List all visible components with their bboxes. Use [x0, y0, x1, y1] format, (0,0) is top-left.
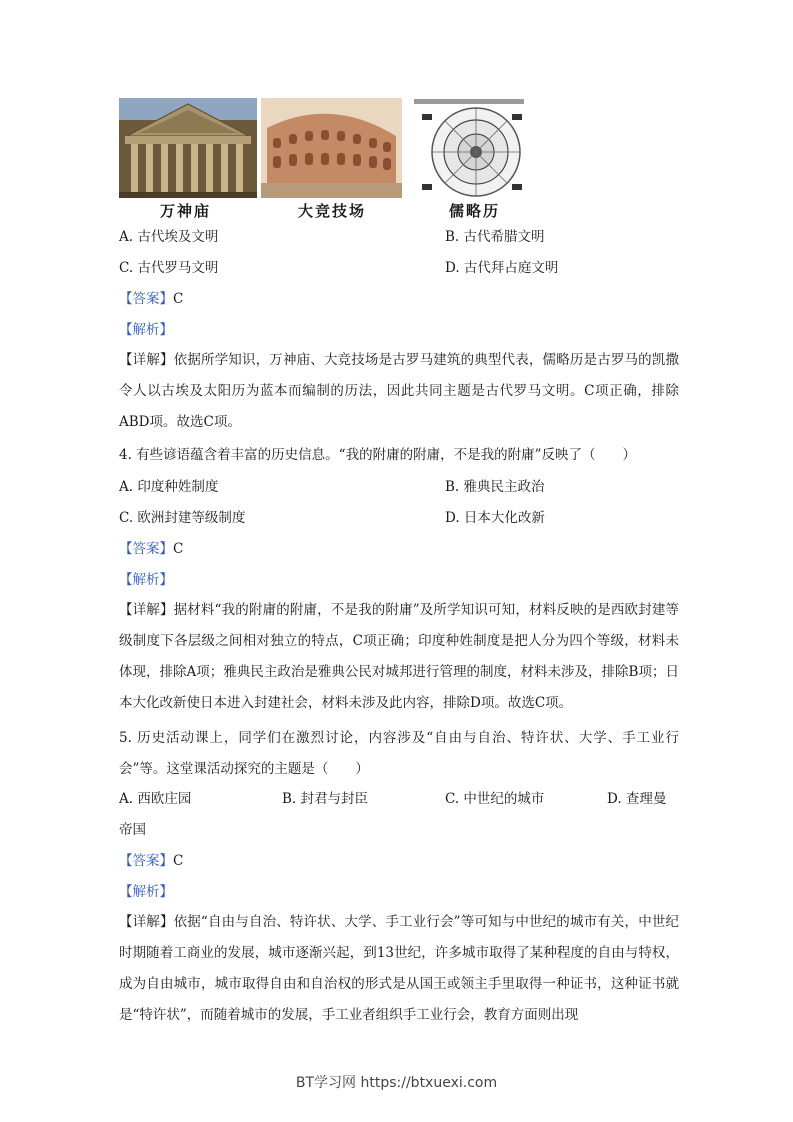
answer-label: 【答案】	[119, 853, 173, 869]
q3-option-d: D. 古代拜占庭文明	[445, 260, 559, 276]
q5-option-c: C. 中世纪的城市	[445, 791, 545, 807]
q5-stem: 5. 历史活动课上，同学们在激烈讨论，内容涉及“自由与自治、特许状、大学、手工业行会”等。这堂课活动探究的主题是（ ）	[119, 730, 679, 777]
answer-value: C	[173, 853, 184, 869]
detail-label: 【详解】	[119, 914, 174, 930]
footer-watermark: BT学习网 https://btxuexi.com	[295, 1075, 498, 1091]
q3-option-c: C. 古代罗马文明	[119, 260, 219, 276]
image-caption-calendar: 儒略历	[449, 202, 501, 220]
answer-value: C	[173, 291, 184, 307]
colosseum-image	[261, 98, 402, 198]
detail-text: 依据“自由与自治、特许状、大学、手工业行会”等可知与中世纪的城市有关，中世纪时期随着工商业的发展，城市逐渐兴起，到13世纪，许多城市取得了某种程度的自由与特权，成为自由城市，城市取得自由和自治权的形式是从国王或领主手里取得一种证书，这种证书就是“特许状”，而随着城市的发展，手工业者组织手工业行会，教育方面则出现	[119, 914, 679, 1023]
answer-label: 【答案】	[119, 291, 173, 307]
q3-option-b: B. 古代希腊文明	[445, 229, 545, 245]
q3-detail	[119, 345, 679, 438]
q3-option-a: A. 古代埃及文明	[119, 229, 219, 245]
q4-stem: 4. 有些谚语蕴含着丰富的历史信息。“我的附庸的附庸，不是我的附庸”反映了（ ）	[119, 447, 636, 463]
answer-value: C	[173, 541, 184, 557]
q5-option-a: A. 西欧庄园	[119, 791, 192, 807]
pantheon-image	[119, 98, 257, 198]
q5-analysis-label: 【解析】	[119, 884, 173, 900]
q4-detail	[119, 595, 679, 719]
q5-detail	[119, 907, 679, 1031]
q5-option-d: D. 查理曼	[607, 791, 667, 807]
julian-calendar-image	[408, 96, 534, 200]
image-caption-colosseum: 大竞技场	[298, 202, 367, 220]
q4-analysis-label: 【解析】	[119, 572, 173, 588]
detail-label: 【详解】	[119, 602, 174, 618]
q4-option-a: A. 印度种姓制度	[119, 479, 219, 495]
q5-answer	[119, 853, 183, 869]
answer-label: 【答案】	[119, 541, 173, 557]
q4-answer	[119, 541, 183, 557]
q4-option-d: D. 日本大化改新	[445, 510, 545, 526]
image-caption-pantheon: 万神庙	[160, 202, 212, 220]
detail-label: 【详解】	[119, 352, 174, 368]
q4-option-b: B. 雅典民主政治	[445, 479, 545, 495]
q4-option-c: C. 欧洲封建等级制度	[119, 510, 246, 526]
q5-option-d-continued: 帝国	[119, 822, 146, 838]
q3-answer	[119, 291, 183, 307]
detail-text: 依据所学知识，万神庙、大竞技场是古罗马建筑的典型代表，儒略历是古罗马的凯撒令人以古埃及太阳历为蓝本而编制的历法，因此共同主题是古代罗马文明。C项正确，排除ABD项。故选C项。	[119, 352, 680, 430]
q3-analysis-label: 【解析】	[119, 322, 173, 338]
detail-text: 据材料“我的附庸的附庸，不是我的附庸”及所学知识可知，材料反映的是西欧封建等级制度下各层级之间相对独立的特点，C项正确；印度种姓制度是把人分为四个等级，材料未体现，排除A项；雅典民主政治是雅典公民对城邦进行管理的制度，材料未涉及，排除B项；日本大化改新使日本进入封建社会，材料未涉及此内容，排除D项。故选C项。	[119, 602, 679, 711]
q5-option-b: B. 封君与封臣	[282, 791, 369, 807]
